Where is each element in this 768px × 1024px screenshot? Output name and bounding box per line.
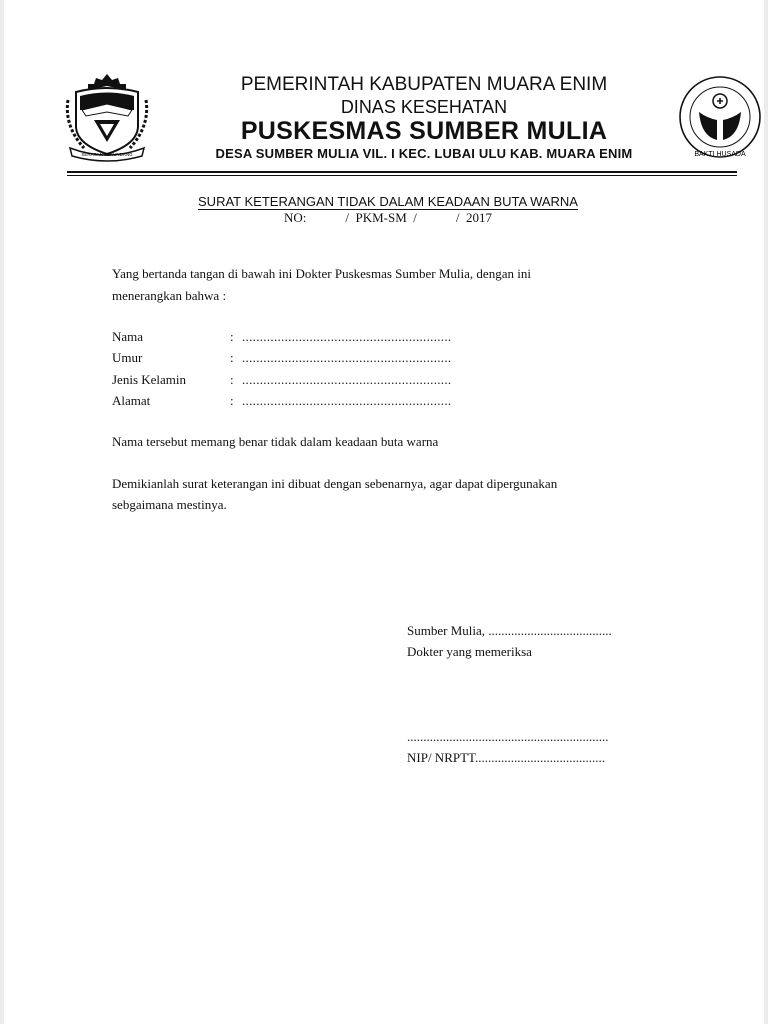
document-title: SURAT KETERANGAN TIDAK DALAM KEADAAN BUTA WARNA <box>198 194 578 209</box>
header-government: PEMERINTAH KABUPATEN MUARA ENIM <box>240 74 608 95</box>
closing-line-2: sebgaimana mestinya. <box>112 497 227 512</box>
field-label: Jenis Kelamin <box>112 372 187 387</box>
signature-nip: NIP/ NRPTT........................................ <box>407 750 606 765</box>
field-blank: ........................................................... <box>242 329 452 344</box>
header-department: DINAS KESEHATAN <box>340 97 508 117</box>
field-blank: ........................................................... <box>242 350 452 365</box>
signature-name-line: .............................................................. <box>407 729 609 744</box>
closing-line-1: Demikianlah surat keterangan ini dibuat dengan sebenarnya, agar dapat dipergunakan <box>112 476 558 491</box>
bakti-husada-logo-text: BAKTI HUSADA <box>694 151 746 158</box>
field-label: Alamat <box>112 393 151 408</box>
statement-text: Nama tersebut memang benar tidak dalam keadaan buta warna <box>112 434 439 449</box>
regency-emblem-icon <box>62 70 152 162</box>
signature-place-date: Sumber Mulia, ...................................... <box>407 623 612 638</box>
regency-emblem-motto: SERASAN SEKUNDANG <box>81 152 133 157</box>
field-blank: ........................................................... <box>242 372 452 387</box>
document-page <box>4 0 764 1024</box>
intro-line-1: Yang bertanda tangan di bawah ini Dokter Puskesmas Sumber Mulia, dengan ini <box>112 266 531 281</box>
header-divider-thick <box>67 171 737 173</box>
header-address: DESA SUMBER MULIA VIL. I KEC. LUBAI ULU KAB. MUARA ENIM <box>215 146 633 161</box>
signature-role: Dokter yang memeriksa <box>407 644 532 659</box>
header-divider-thin <box>67 175 737 176</box>
document-number: NO: / PKM-SM / / 2017 <box>283 210 493 225</box>
field-label: Nama <box>112 329 144 344</box>
field-colon: : <box>230 393 234 408</box>
header-institution: PUSKESMAS SUMBER MULIA <box>240 117 608 145</box>
field-colon: : <box>230 372 234 387</box>
document-title-wrap <box>104 194 672 209</box>
field-blank: ........................................................... <box>242 393 452 408</box>
field-colon: : <box>230 329 234 344</box>
field-colon: : <box>230 350 234 365</box>
field-label: Umur <box>112 350 143 365</box>
intro-line-2: menerangkan bahwa : <box>112 288 227 303</box>
